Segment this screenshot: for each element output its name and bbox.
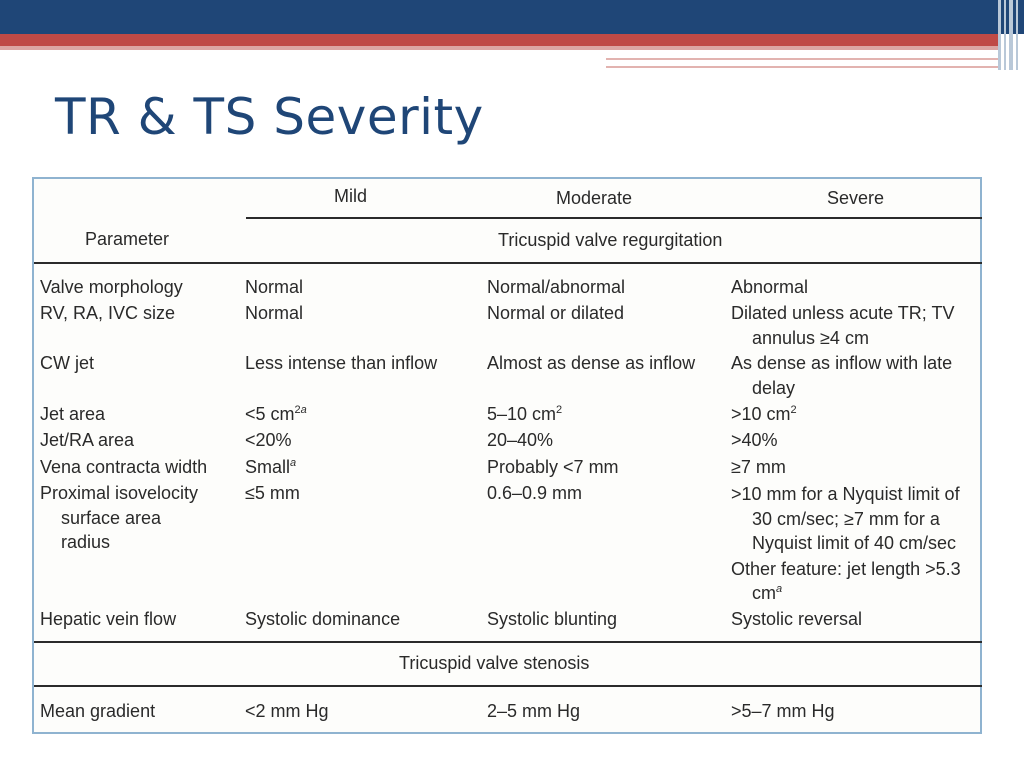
cell-mild: Small$^a$ (245, 457, 297, 477)
cell-moderate: Normal/abnormal (487, 277, 626, 297)
cell-severe: >10 $cm^2$ (731, 404, 797, 424)
column-header-severe: Severe (827, 188, 885, 208)
row-label: Mean gradient (40, 701, 156, 721)
section-label-regurgitation: Tricuspid valve regurgitation (498, 230, 723, 250)
row-label: Hepatic vein flow (40, 609, 177, 629)
section-rule (34, 641, 982, 643)
cell-severe: >5–7 mm Hg (731, 701, 835, 721)
row-label: Proximal isovelocity (40, 483, 199, 503)
section-label-stenosis: Tricuspid valve stenosis (399, 653, 590, 673)
column-header-mild: Mild (334, 186, 368, 206)
cell-severe: Abnormal (731, 277, 809, 297)
row-label-continued: radius (61, 532, 111, 552)
row-label: RV, RA, IVC size (40, 303, 176, 323)
cell-moderate: 5–10 $cm^2$ (487, 404, 563, 424)
header-rule (246, 217, 982, 219)
cell-mild: <2 mm Hg (245, 701, 329, 721)
column-header-moderate: Moderate (556, 188, 633, 208)
cell-mild: <20% (245, 430, 292, 450)
header-band-red-shadow (0, 46, 1000, 50)
header-band-navy (0, 0, 1024, 34)
cell-moderate: Systolic blunting (487, 609, 618, 629)
cell-mild: <5 $cm^{2a}$ (245, 404, 307, 424)
cell-severe-continued: annulus ≥4 cm (752, 328, 869, 348)
cell-severe-other-feature-continued: $cm^a$ (752, 583, 783, 603)
cell-moderate: Normal or dilated (487, 303, 625, 323)
header-band-thin (606, 58, 1000, 68)
cell-severe: ≥7 mm (731, 457, 786, 477)
row-label: Vena contracta width (40, 457, 208, 477)
section-rule (34, 262, 982, 264)
row-label-continued: surface area (61, 508, 162, 528)
cell-severe-continued: delay (752, 378, 796, 398)
cell-severe: As dense as inflow with late (731, 353, 953, 373)
cell-mild: Normal (245, 303, 304, 323)
cell-severe-other-feature: Other feature: jet length >5.3 (731, 559, 961, 579)
row-label: CW jet (40, 353, 94, 373)
cell-severe: >10 mm for a Nyquist limit of (731, 484, 960, 504)
row-label: Jet/RA area (40, 430, 135, 450)
cell-mild: Normal (245, 277, 304, 297)
cell-moderate: Probably <7 mm (487, 457, 619, 477)
section-rule (34, 685, 982, 687)
column-header-parameter: Parameter (85, 229, 170, 249)
cell-moderate: 0.6–0.9 mm (487, 483, 583, 503)
row-label: Jet area (40, 404, 106, 424)
cell-mild: Less intense than inflow (245, 353, 438, 373)
cell-severe: Systolic reversal (731, 609, 863, 629)
cell-mild: Systolic dominance (245, 609, 401, 629)
cell-mild: ≤5 mm (245, 483, 300, 503)
cell-severe: Dilated unless acute TR; TV (731, 303, 955, 323)
cell-severe-continued: 30 cm/sec; ≥7 mm for a (752, 509, 940, 529)
cell-moderate: 20–40% (487, 430, 554, 450)
cell-severe: >40% (731, 430, 778, 450)
cell-moderate: Almost as dense as inflow (487, 353, 696, 373)
slide-title: TR & TS Severity (55, 88, 484, 146)
row-label: Valve morphology (40, 277, 183, 297)
cell-moderate: 2–5 mm Hg (487, 701, 581, 721)
cell-severe-continued: Nyquist limit of 40 cm/sec (752, 533, 957, 553)
severity-table (32, 177, 982, 734)
header-vertical-stripes (996, 0, 1024, 70)
